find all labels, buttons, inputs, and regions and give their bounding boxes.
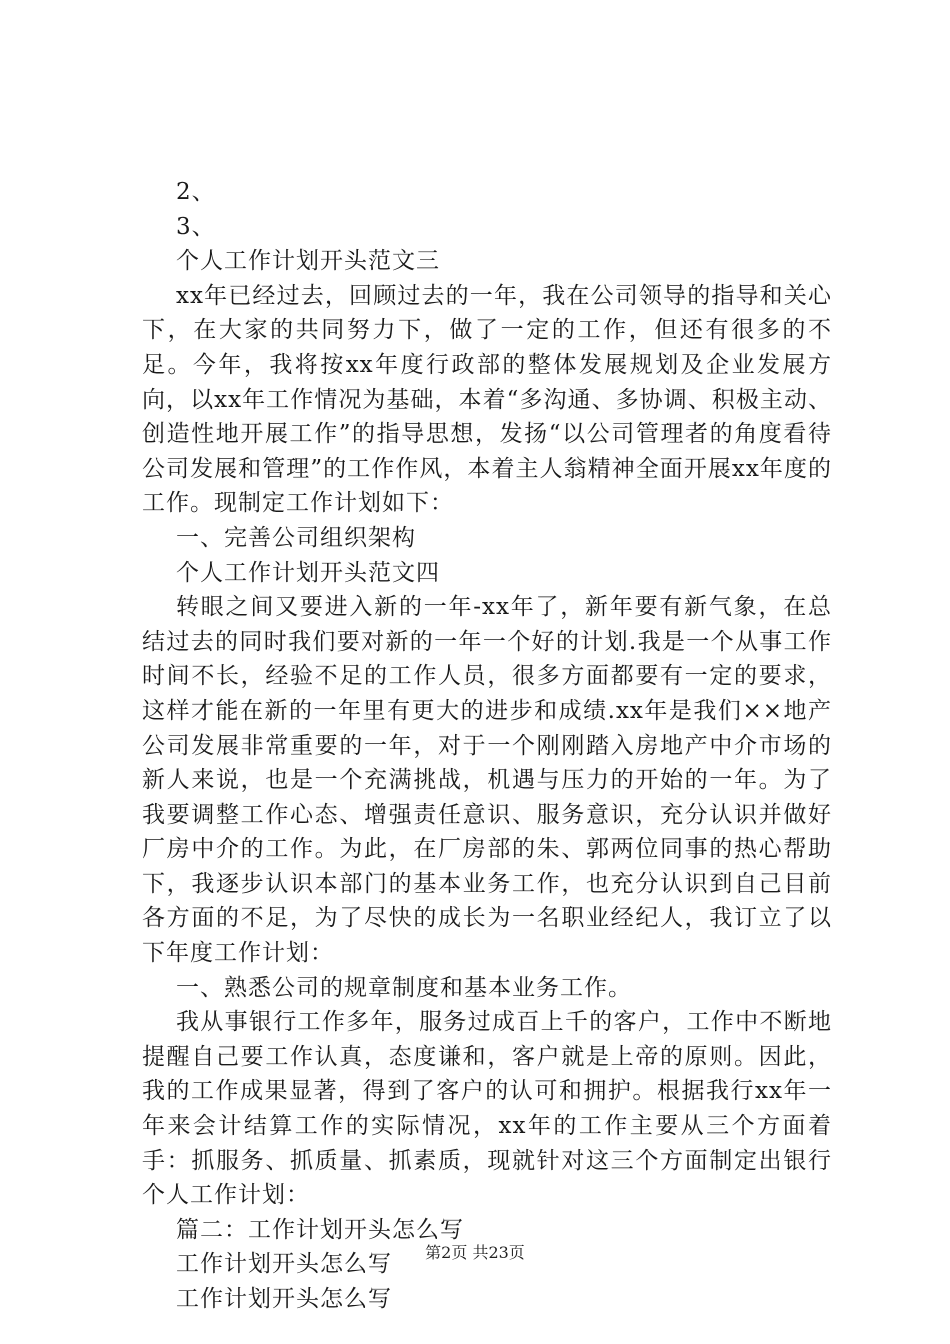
section-subheading: 一、完善公司组织架构 [176, 524, 416, 551]
list-item-number: 2、 [176, 179, 216, 205]
list-item-number: 3、 [176, 213, 216, 240]
section-subheading: 一、熟悉公司的规章制度和基本业务工作。 [176, 974, 632, 1001]
page-number-label: 第2页 共23页 [425, 1243, 525, 1262]
chapter-heading: 篇二：工作计划开头怎么写 [176, 1216, 464, 1243]
page-footer [0, 1242, 950, 1264]
section-heading: 个人工作计划开头范文四 [176, 559, 440, 586]
section-heading: 工作计划开头怎么写 [176, 1286, 392, 1312]
document-body [142, 175, 832, 1317]
body-paragraph: 我从事银行工作多年，服务过成百上千的客户，工作中不断地提醒自己要工作认真，态度谦和，客户就是上帝的原则。因此，我的工作成果显著，得到了客户的认可和拥护。根据我行xx年一年来会计结算工作的实际情况，xx年的工作主要从三个方面着手：抓服务、抓质量、抓素质，现就针对这三个方面制定出银行个人工作计划： [142, 1009, 832, 1209]
section-heading: 工作计划开头怎么写 [176, 1251, 392, 1278]
section-heading: 个人工作计划开头范文三 [176, 248, 440, 275]
body-paragraph: xx年已经过去，回顾过去的一年，我在公司领导的指导和关心下，在大家的共同努力下，做了一定的工作，但还有很多的不足。今年，我将按xx年度行政部的整体发展规划及企业发展方向，以xx年工作情况为基础，本着“多沟通、多协调、积极主动、创造性地开展工作”的指导思想，发扬“以公司管理者的角度看待公司发展和管理”的工作作风，本着主人翁精神全面开展xx年度的工作。现制定工作计划如下： [142, 282, 832, 517]
body-paragraph: 转眼之间又要进入新的一年-xx年了，新年要有新气象，在总结过去的同时我们要对新的一年一个好的计划.我是一个从事工作时间不长，经验不足的工作人员，很多方面都要有一定的要求，这样才能在新的一年里有更大的进步和成绩.xx年是我们××地产公司发展非常重要的一年，对于一个刚刚踏入房地产中介市场的新人来说，也是一个充满挑战，机遇与压力的开始的一年。为了我要调整工作心态、增强责任意识、服务意识，充分认识并做好厂房中介的工作。为此，在厂房部的朱、郭两位同事的热心帮助下，我逐步认识本部门的基本业务工作，也充分认识到自己目前各方面的不足，为了尽快的成长为一名职业经纪人，我订立了以下年度工作计划： [142, 594, 832, 967]
